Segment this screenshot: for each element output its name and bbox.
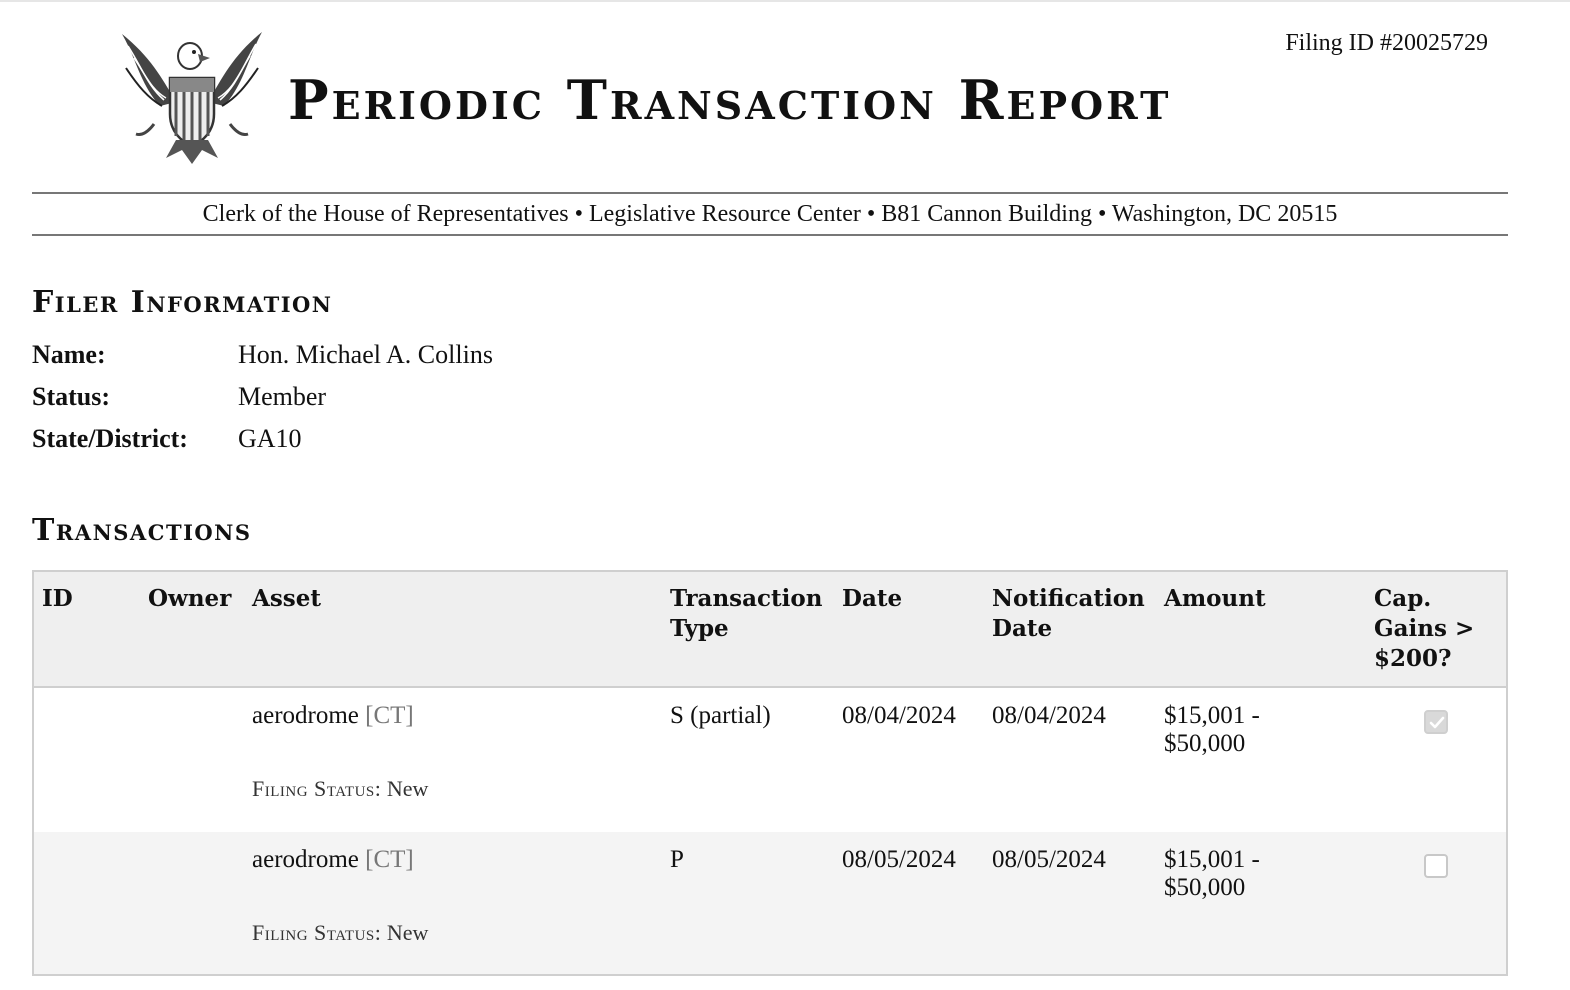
- column-header-notification-date-line2: Date: [992, 615, 1053, 642]
- row-amount-line1: $15,001 -: [1164, 702, 1260, 729]
- column-header-cap-gains-line1: Cap.: [1374, 585, 1432, 612]
- row-asset: [252, 846, 414, 874]
- filing-status-label: Filing Status:: [252, 776, 382, 801]
- house-seal-eagle-icon: [118, 28, 266, 166]
- filer-status-row: [32, 382, 326, 412]
- row-amount-line2: $50,000: [1164, 874, 1246, 901]
- filing-id: Filing ID #20025729: [1285, 30, 1488, 56]
- row-date: 08/04/2024: [842, 702, 956, 729]
- table-header: [34, 572, 1506, 688]
- asset-type-tag: [CT]: [365, 846, 414, 873]
- row-amount-line2: $50,000: [1164, 730, 1246, 757]
- row-amount-line1: $15,001 -: [1164, 846, 1260, 873]
- top-border: [0, 0, 1570, 2]
- filer-information-heading: Filer Information: [32, 285, 333, 320]
- row-notification-date: 08/04/2024: [992, 702, 1106, 729]
- row-amount: [1164, 702, 1260, 758]
- row-transaction-type: S (partial): [670, 702, 771, 729]
- row-asset: [252, 702, 414, 730]
- column-header-owner: Owner: [148, 585, 232, 612]
- filing-status-value: New: [386, 776, 429, 801]
- filing-status-value: New: [386, 920, 429, 945]
- column-header-transaction-type-line2: Type: [670, 615, 729, 642]
- filing-status: [252, 920, 428, 946]
- filing-status-label: Filing Status:: [252, 920, 382, 945]
- column-header-cap-gains: [1374, 584, 1474, 674]
- filer-state-value: GA10: [238, 424, 302, 453]
- column-header-asset: Asset: [252, 585, 321, 612]
- column-header-transaction-type: [670, 584, 822, 644]
- column-header-notification-date-line1: Notification: [992, 585, 1145, 612]
- table-row: [34, 688, 1506, 832]
- filer-state-row: [32, 424, 302, 454]
- column-header-amount: Amount: [1164, 585, 1266, 612]
- asset-name: aerodrome: [252, 702, 359, 729]
- column-header-transaction-type-line1: Transaction: [670, 585, 823, 612]
- row-amount: [1164, 846, 1260, 902]
- filer-state-label: State/District:: [32, 424, 188, 453]
- filer-name-value: Hon. Michael A. Collins: [238, 340, 493, 369]
- filing-status: [252, 776, 428, 802]
- row-transaction-type: P: [670, 846, 684, 873]
- cap-gains-checkbox[interactable]: [1424, 854, 1448, 878]
- row-notification-date: 08/05/2024: [992, 846, 1106, 873]
- clerk-address-bar: [32, 192, 1508, 236]
- asset-name: aerodrome: [252, 846, 359, 873]
- transactions-heading: Transactions: [32, 513, 252, 548]
- column-header-cap-gains-line2: Gains >: [1374, 615, 1475, 642]
- page-title: Periodic Transaction Report: [288, 68, 1172, 132]
- filer-status-label: Status:: [32, 382, 111, 411]
- column-header-date: Date: [842, 585, 903, 612]
- transactions-table: [32, 570, 1508, 976]
- column-header-id: ID: [42, 585, 73, 612]
- checkmark-icon: [1428, 714, 1446, 732]
- cap-gains-checkbox[interactable]: [1424, 710, 1448, 734]
- filer-status-value: Member: [238, 382, 327, 411]
- asset-type-tag: [CT]: [365, 702, 414, 729]
- table-row: [34, 832, 1506, 974]
- column-header-notification-date: [992, 584, 1145, 644]
- clerk-address: Clerk of the House of Representatives • Legislative Resource Center • B81 Cannon Building • Washington, DC 20515: [202, 200, 1338, 227]
- filer-name-label: Name:: [32, 340, 106, 369]
- column-header-cap-gains-line3: $200?: [1374, 645, 1452, 672]
- row-date: 08/05/2024: [842, 846, 956, 873]
- filer-name-row: [32, 340, 493, 370]
